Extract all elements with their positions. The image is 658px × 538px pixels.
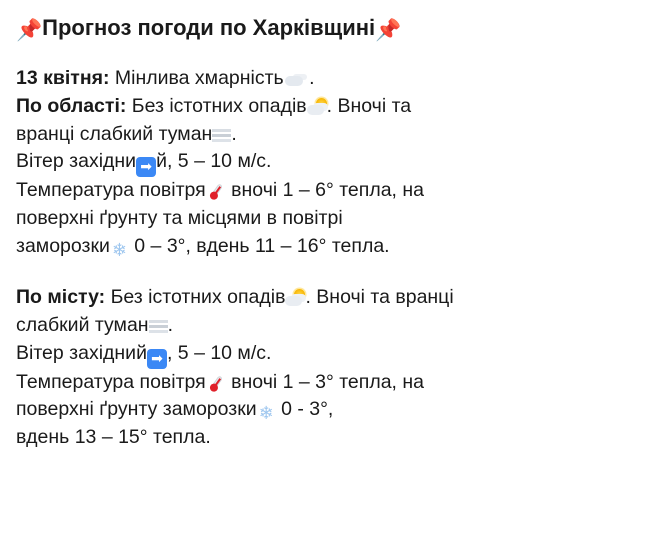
forecast-line [16, 369, 642, 397]
forecast-text: слабкий туман [16, 314, 149, 337]
pushpin-icon: 📌 [375, 18, 402, 42]
forecast-line [16, 340, 642, 369]
forecast-tail: й, 5 – 10 м/с. [156, 150, 272, 173]
right-arrow-icon: ➡ [136, 157, 156, 177]
forecast-tail: 0 - 3°, [281, 398, 334, 421]
forecast-tail: . [309, 67, 315, 90]
forecast-text: Мінлива хмарність [114, 67, 284, 90]
forecast-tail: . Вночі та вранці [305, 286, 454, 309]
forecast-text: поверхні ґрунту заморозки [16, 398, 257, 421]
forecast-line [16, 424, 642, 452]
page-title-text: Прогноз погоди по Харківщині [42, 15, 376, 40]
forecast-text: Вітер західний [16, 341, 147, 364]
right-arrow-icon: ➡ [147, 349, 167, 369]
forecast-tail: 0 – 3°, вдень 11 – 16° тепла. [134, 234, 390, 257]
forecast-line [16, 205, 642, 233]
fog-icon [212, 127, 231, 143]
forecast-line [16, 93, 642, 121]
forecast-text: вдень 13 – 15° тепла. [16, 426, 211, 449]
snowflake-icon: ❄ [111, 239, 127, 261]
forecast-tail: . Вночі та [326, 94, 412, 117]
forecast-line [16, 233, 642, 261]
forecast-section-city [16, 284, 642, 451]
pushpin-icon: 📌 [16, 18, 43, 42]
forecast-section-region [16, 65, 642, 260]
forecast-tail: , 5 – 10 м/с. [166, 341, 272, 364]
thermometer-icon [202, 178, 229, 204]
forecast-tail: вночі 1 – 6° тепла, на [231, 179, 425, 202]
forecast-text: Температура повітря [16, 370, 206, 393]
forecast-tail: . [167, 314, 173, 337]
forecast-line [16, 396, 642, 424]
region-label: По області: [16, 94, 127, 117]
thermometer-icon [202, 370, 229, 396]
forecast-text: Без істотних опадів [110, 286, 286, 309]
forecast-tail: . [231, 122, 237, 145]
forecast-line [16, 65, 642, 93]
fog-icon [149, 318, 168, 334]
forecast-text: заморозки [16, 234, 110, 257]
forecast-line [16, 177, 642, 205]
sun-behind-cloud-icon [307, 98, 327, 115]
forecast-text: Без істотних опадів [131, 94, 307, 117]
forecast-tail: вночі 1 – 3° тепла, на [231, 370, 425, 393]
forecast-text: вранці слабкий туман [16, 122, 213, 145]
forecast-text: Вітер західни [16, 150, 137, 173]
forecast-text: Температура повітря [16, 179, 206, 202]
city-label: По місту: [16, 286, 106, 309]
forecast-line [16, 284, 642, 312]
forecast-line [16, 148, 642, 177]
forecast-line [16, 312, 642, 340]
page-title [16, 14, 642, 43]
cloud-icon [284, 72, 304, 87]
snowflake-icon: ❄ [258, 403, 274, 425]
forecast-text: поверхні ґрунту та місцями в повітрі [16, 207, 343, 229]
forecast-line [16, 121, 642, 149]
sun-behind-cloud-icon [285, 289, 305, 306]
date-label: 13 квітня: [16, 67, 110, 90]
